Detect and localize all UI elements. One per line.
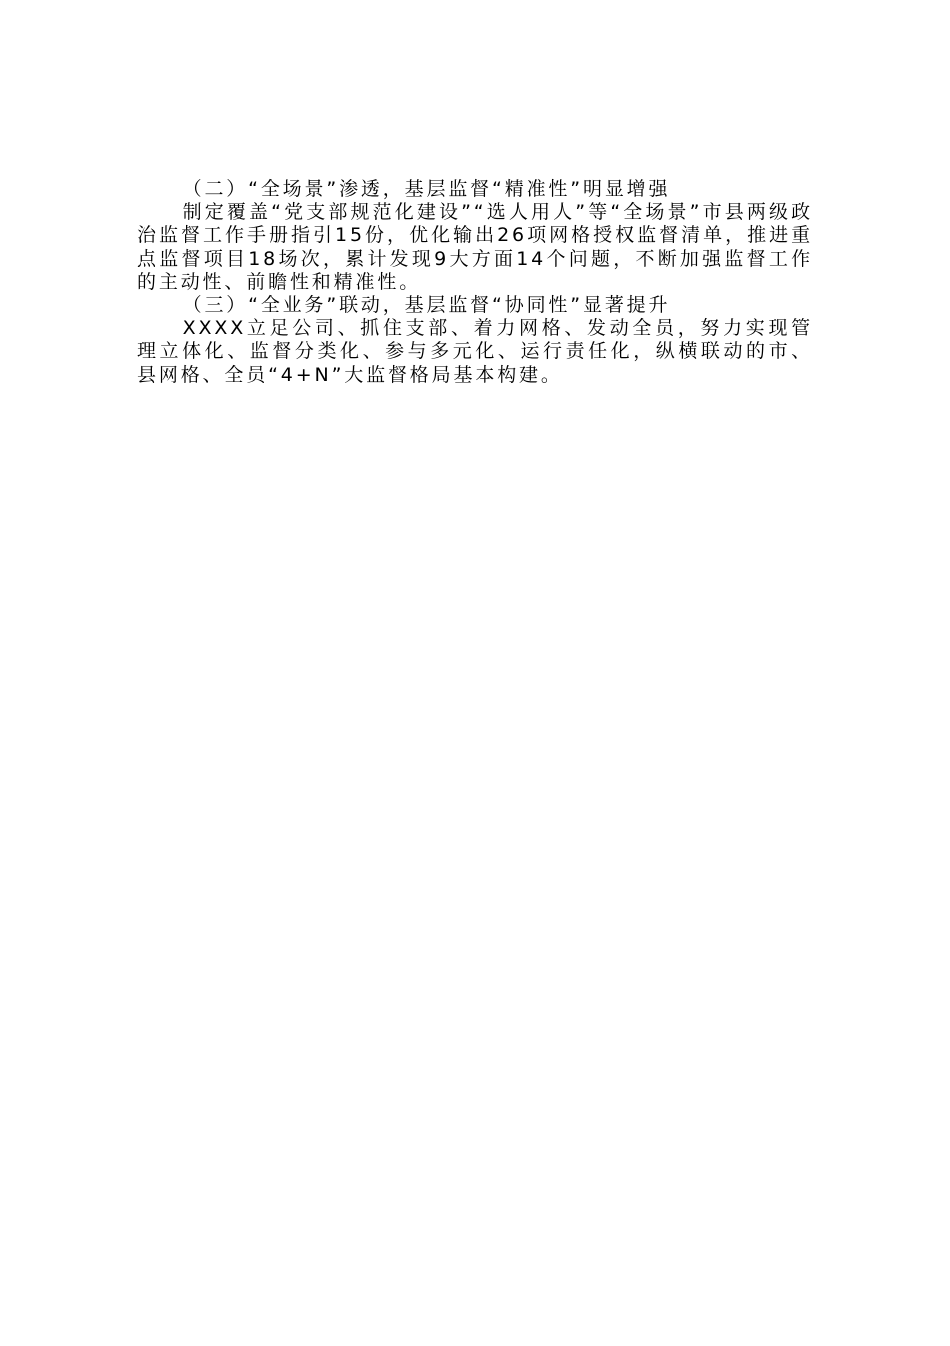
body-paragraph-2: 制定覆盖“党支部规范化建设”“选人用人”等“全场景”市县两级政治监督工作手册指引15份，优化输出26项网格授权监督清单，推进重点监督项目18场次，累计发现9大方面14个问题，不断加强监督工作的主动性、前瞻性和精准性。: [137, 201, 813, 293]
body-paragraph-3: XXXX立足公司、抓住支部、着力网格、发动全员，努力实现管理立体化、监督分类化、参与多元化、运行责任化，纵横联动的市、县网格、全员“4+N”大监督格局基本构建。: [137, 317, 813, 386]
section-heading-2: （二）“全场景”渗透，基层监督“精准性”明显增强: [182, 178, 671, 200]
section-heading-3: （三）“全业务”联动，基层监督“协同性”显著提升: [182, 294, 671, 317]
document-body: [137, 178, 813, 387]
